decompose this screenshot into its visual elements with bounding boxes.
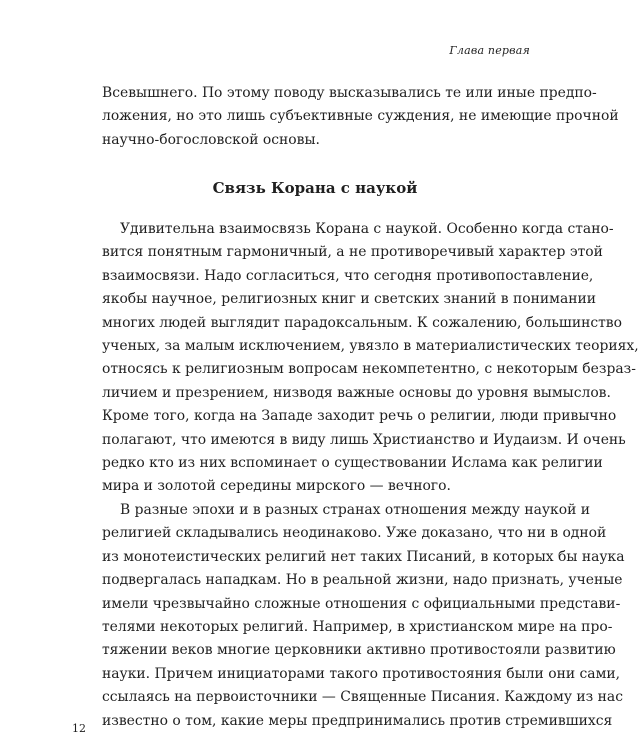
text-line: мира и золотой середины мирского — вечного. [102, 478, 451, 495]
paragraph-1 [102, 218, 639, 499]
text-line: вится понятным гармоничный, а не противоречивый характер этой [102, 244, 603, 261]
text-line: подвергалась нападкам. Но в реальной жизни, надо признать, ученые [102, 572, 623, 589]
text-line: телями некоторых религий. Например, в христианском мире на про- [102, 618, 613, 635]
text-line: ученых, за малым исключением, увязло в материалистических теориях, [102, 337, 639, 354]
text-line: В разные эпохи и в разных странах отношения между наукой и [120, 502, 591, 518]
section-heading: Связь Корана с наукой [212, 179, 418, 197]
text-line: известно о том, какие меры предпринимались против стремившихся [102, 712, 613, 729]
page-number: 12 [72, 722, 86, 735]
running-head: Глава первая [449, 44, 530, 57]
text-line: ссылаясь на первоисточники — Священные Писания. Каждому из нас [102, 689, 623, 706]
text-line: редко кто из них вспоминает о существовании Ислама как религии [102, 454, 603, 471]
text-line: Кроме того, когда на Западе заходит речь о религии, люди привычно [102, 408, 617, 425]
paragraph-2 [102, 499, 625, 733]
text-line: взаимосвязи. Надо согласиться, что сегодня противопоставление, [102, 267, 594, 284]
text-line: личием и презрением, низводя важные основы до уровня вымыслов. [102, 384, 611, 401]
text-line: многих людей выглядит парадоксальным. К сожалению, большинство [102, 314, 622, 331]
text-line: якобы научное, религиозных книг и светских знаний в понимании [102, 291, 597, 308]
text-line: тяжении веков многие церковники активно противостояли развитию [102, 642, 616, 659]
text-line: из монотеистических религий нет таких Писаний, в которых бы наука [102, 548, 625, 565]
text-line: ложения, но это лишь субъективные суждения, не имеющие прочной [102, 108, 619, 125]
text-line: религией складывались неодинаково. Уже доказано, что ни в одной [102, 525, 607, 542]
text-line: Всевышнего. По этому поводу высказывались те или иные предпо- [102, 85, 597, 101]
text-line: Удивительна взаимосвязь Корана с наукой. Особенно когда стано- [120, 221, 614, 237]
text-line: науки. Причем инициаторами такого противостояния были они сами, [102, 665, 621, 682]
text-line: научно-богословской основы. [102, 131, 320, 148]
text-line: имели чрезвычайно сложные отношения с официальными представи- [102, 595, 621, 612]
text-line: относясь к религиозным вопросам некомпетентно, с некоторым безраз- [102, 361, 636, 378]
intro-text [102, 82, 619, 152]
text-line: полагают, что имеются в виду лишь Христианство и Иудаизм. И очень [102, 431, 626, 448]
